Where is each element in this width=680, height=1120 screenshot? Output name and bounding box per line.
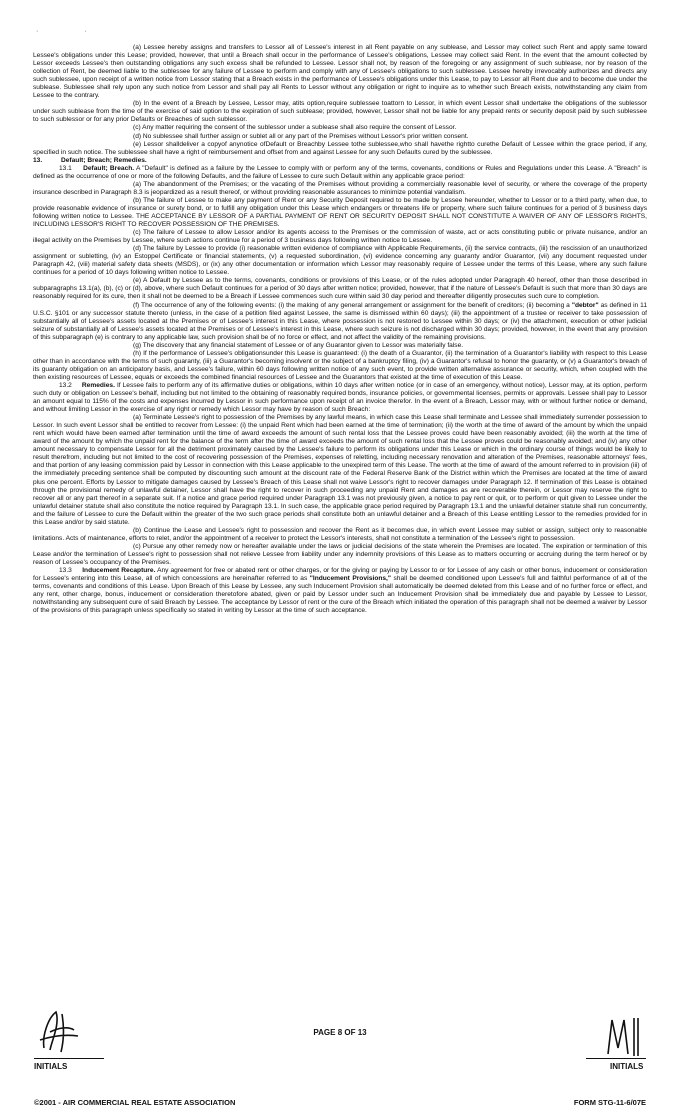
- paragraph-13-1-g: (g) The discovery that any financial statement of Lessee or of any Guarantor given to Lessor was materially false.: [133, 341, 464, 349]
- section-13-3-number: 13.3: [59, 567, 72, 575]
- section-13-1: [33, 165, 647, 181]
- section-13-2-title: Remedies.: [81, 381, 115, 389]
- section-13-3-lead: Any agreement for free or abated rent or other charges, or for the giving or paying by Lessor to or for Lessee of any cash or other bonus, inducement or consideration for Lessee's entering into this Lease, all of which concessions are hereinafter referred to as: [33, 567, 647, 583]
- page-footer: [0, 1006, 680, 1116]
- section-13-1-number: 13.1: [59, 164, 72, 172]
- paragraph-13-1-f-lead: (f) The occurrence of any of the following events: (i) the making of any general arrangement or assignment for the benefit of creditors; (ii) becoming a: [133, 301, 570, 309]
- lease-body: [33, 44, 647, 615]
- initials-label-left: INITIALS: [34, 1062, 68, 1071]
- paragraph-13-1-b: (b) The failure of Lessee to make any payment of Rent or any Security Deposit required to be made by Lessee hereunder, whether to Lessor or to a third party, when due, to provide reasonable evidence of insurance or surety bond, or to fulfill any obligation under this Lease which endangers or threatens life or property, where such failure continues for a period of 3 business days following written notice to Lessee. THE ACCEPTANCE BY LESSOR OF A PARTIAL PAYMENT OF RENT OR SECURITY DEPOSIT SHALL NOT CONSTITUTE A WAIVER OF ANY OF LESSOR'S RIGHTS, INCLUDING LESSOR'S RIGHT TO RECOVER POSSESSION OF THE PREMISES.: [33, 196, 647, 229]
- paragraph-sublease-b: (b) In the event of a Breach by Lessee, Lessor may, atits option,require sublessee toattorn to Lessor, in which event Lessor shall undertake the obligations of the sublessor under such sublease from the time of the exercise of said option to the expiration of such sublease; provided, however, Lessor shall not be liable for any prepaid rents or security deposit paid by such sublessee to such sublessor or for any prior Defaults or Breaches of such sublessor.: [33, 100, 647, 124]
- paragraph-13-1-e: (e) A Default by Lessee as to the terms, covenants, conditions or provisions of this Lease, or of the rules adopted under Paragraph 40 hereof, other than those described in subparagraphs 13.1(a), (b), (c) or (d), above, where such Default continues for a period of 30 days after written notice; provided, however, that if the nature of Lessee's Default is such that more than 30 days are reasonably required for its cure, then it shall not be deemed to be a Breach if Lessee commences such cure within said 30 day period and thereafter diligently prosecutes such cure to completion.: [33, 277, 647, 301]
- form-number: FORM STG-11-6/07E: [573, 1098, 646, 1107]
- paragraph-13-2-a: (a) Terminate Lessee's right to possession of the Premises by any lawful means, in which case this Lease shall terminate and Lessee shall immediately surrender possession to Lessor. In such event Lessor shall be entitled to recover from Lessee: (i) the unpaid Rent which had been earned at the time of termination; (ii) the worth at the time of award of the amount by which the unpaid rent which would have been earned after termination until the time of award exceeds the amount of such rental loss that the Lessee proves could have been reasonably avoided; (iii) the worth at the time of award of the amount by which the unpaid rent for the balance of the term after the time of award exceeds the amount of such rental loss that the Lessee proves could be reasonably avoided; and (iv) any other amount necessary to compensate Lessor for all the detriment proximately caused by the Lessee's failure to perform its obligations under this Lease or which in the ordinary course of things would be likely to result therefrom, including but not limited to the cost of recovering possession of the Premises, expenses of reletting, including necessary renovation and alteration of the Premises, reasonable attorneys' fees, and that portion of any leasing commission paid by Lessor in connection with this Lease applicable to the unexpired term of this Lease. The worth at the time of award of the amount referred to in provision (iii) of the immediately preceding sentence shall be computed by discounting such amount at the discount rate of the Federal Reserve Bank of the District within which the Premises are located at the time of award plus one percent. Efforts by Lessor to mitigate damages caused by Lessee's Breach of this Lease shall not waive Lessor's right to recover damages under Paragraph 12. If termination of this Lease is obtained through the provisional remedy of unlawful detainer, Lessor shall have the right to recover in such proceeding any unpaid Rent and damages as are recoverable therein, or Lessor may reserve the right to recover all or any part thereof in a separate suit. If a notice and grace period required under Paragraph 13.1 was not previously given, a notice to pay rent or quit, or to perform or quit given to Lessee under the unlawful detainer statute shall also constitute the notice required by Paragraph 13.1. In such case, the applicable grace period required by Paragraph 13.1 and the unlawful detainer statute shall run concurrently, and the failure of Lessee to cure the Default within the greater of the two such grace periods shall constitute both an unlawful detainer and a Breach of this Lease entitling Lessor to the remedies provided for in this Lease and/or by said statute.: [33, 414, 647, 526]
- paragraph-13-1-f: [33, 302, 647, 342]
- paragraph-13-1-a: (a) The abandonment of the Premises; or the vacating of the Premises without providing a commercially reasonable level of security, or where the coverage of the property insurance described in Paragraph 8.3 is jeopardized as a result thereof, or without providing reasonable assurances to minimize potential vandalism.: [33, 180, 647, 196]
- paragraph-13-2-c: (c) Pursue any other remedy now or hereafter available under the laws or judicial decisions of the state wherein the Premises are located. The expiration or termination of this Lease and/or the termination of Lessee's right to possession shall not relieve Lessee from liability under any indemnity provisions of this Lease as to matters occurring or accruing during the term hereof or by reason of Lessee's occupancy of the Premises.: [33, 542, 647, 566]
- paragraph-13-2-b: (b) Continue the Lease and Lessee's right to possession and recover the Rent as it becomes due, in which event Lessee may sublet or assign, subject only to reasonable limitations. Acts of maintenance, efforts to relet, and/or the appointment of a receiver to protect the Lessor's interests, shall not constitute a termination of the Lessee's right to possession.: [33, 526, 647, 542]
- section-13-3: [33, 567, 647, 615]
- paragraph-sublease-c: (c) Any matter requiring the consent of the sublessor under a sublease shall also require the consent of Lessor.: [133, 124, 457, 132]
- copyright-notice: ©2001 - AIR COMMERCIAL REAL ESTATE ASSOCIATION: [34, 1098, 236, 1107]
- section-13-1-text: A "Default" is defined as a failure by the Lessee to comply with or perform any of the terms, covenants, conditions or Rules and Regulations under this Lease. A "Breach" is defined as the occurrence of one or more of the following Defaults, and the failure of Lessee to cure such Default within any applicable grace period:: [33, 164, 647, 180]
- initials-line-left: [34, 1058, 104, 1059]
- section-13-heading: [33, 157, 647, 165]
- section-13-2: [33, 382, 647, 414]
- paragraph-13-1-f-rest: as defined in 11 U.S.C. §101 or any successor statute thereto (unless, in the case of a petition filed against Lessee, the same is dismissed within 60 days); (iii) the appointment of a trustee or receiver to take possession of substantially all of Lessee's assets located at the Premises or of Lessee's interest in this Lease, where possession is not restored to Lessee within 30 days; or (iv) the attachment, execution or other judicial seizure of substantially all of Lessee's assets located at the Premises or of Lessee's interest in this Lease, where such seizure is not discharged within 30 days; provided, however, in the event that any provision of this subparagraph (e) is contrary to any applicable law, such provision shall be of no force or effect, and not affect the validity of the remaining provisions.: [33, 301, 647, 341]
- initials-label-right: INITIALS: [610, 1062, 644, 1071]
- term-debtor: "debtor": [571, 301, 599, 309]
- section-13-title: Default; Breach; Remedies.: [61, 156, 147, 164]
- paragraph-13-1-c: (c) The failure of Lessee to allow Lessor and/or its agents access to the Premises or the commission of waste, act or acts constituting public or private nuisance, and/or an illegal activity on the Premises by Lessee, where such actions continue for a period of 3 business days following written notice to Lessee.: [33, 229, 647, 245]
- section-13-1-title: Default; Breach.: [83, 164, 135, 172]
- section-13-2-number: 13.2: [59, 381, 72, 389]
- section-13-3-title: Inducement Recapture.: [82, 567, 156, 575]
- paragraph-13-1-h: (h) If the performance of Lessee's obligationsunder this Lease is guaranteed: (i) the death of a Guarantor, (ii) the termination of a Guarantor's liability with respect to this Lease other than in accordance with the terms of such guaranty, (iii) a Guarantor's becoming insolvent or the subject of a bankruptcy filing, (iv) a Guarantor's refusal to honor the guaranty, or (v) a Guarantor's breach of its guaranty obligation on an anticipatory basis, and Lessee's failure, within 60 days following written notice of any such event, to provide written alternative assurance or security, which, when coupled with the then existing resources of Lessee, equals or exceeds the combined financial resources of Lessee and the Guarantors that existed at the time of execution of this Lease.: [33, 349, 647, 381]
- section-13-number: 13.: [33, 156, 43, 164]
- paragraph-sublease-a: (a) Lessee hereby assigns and transfers to Lessor all of Lessee's interest in all Rent payable on any sublease, and Lessor may collect such Rent and apply same toward Lessee's obligations under this Lease; provided, however, that until a Breach shall occur in the performance of Lessee's obligations, Lessee may collect said Rent. In the event that the amount collected by Lessor exceeds Lessee's then outstanding obligations any such excess shall be refunded to Lessee. Lessor shall not, by reason of the foregoing or any assignment of such sublease, nor by reason of the collection of Rent, be deemed liable to the sublessee for any failure of Lessee to perform and comply with any of Lessee's obligations to such sublessee. Lessee hereby irrevocably authorizes and directs any such sublessee, upon receipt of a written notice from Lessor stating that a Breach exists in the performance of Lessee's obligations under this Lease, to pay to Lessor all Rent due and to become due under the sublease. Sublessee shall rely upon any such notice from Lessor and shall pay all Rents to Lessor without any obligation or right to inquire as to whether such Breach exists, notwithstanding any claim from Lessee to the contrary.: [33, 44, 647, 100]
- paragraph-13-1-d: (d) The failure by Lessee to provide (i) reasonable written evidence of compliance with Applicable Requirements, (ii) the service contracts, (iii) the rescission of an unauthorized assignment or subletting, (iv) an Estoppel Certificate or financial statements, (v) a requested subordination, (vi) evidence concerning any guaranty and/or Guarantor, (vii) any document requested under Paragraph 42, (viii) material safety data sheets (MSDS), or (ix) any other documentation or information which Lessor may reasonably require of Lessee under the terms of this Lease, where any such failure continues for a period of 10 days following written notice to Lessee.: [33, 245, 647, 277]
- initials-line-right: [586, 1058, 646, 1059]
- section-13-2-text: If Lessee fails to perform any of its affirmative duties or obligations, within 10 days after written notice (or in case of an emergency, without notice), Lessor may, at its option, perform such duty or obligation on Lessee's behalf, including but not limited to the obtaining of reasonably required bonds, insurance policies, or governmental licenses, permits or approvals. Lessee shall pay to Lessor an amount equal to 115% of the costs and expenses incurred by Lessor in such performance upon receipt of an invoice therefor. In the event of a Breach, Lessor may, with or without further notice or demand, and without limiting Lessor in the exercise of any right or remedy which Lessor may have by reason of such Breach:: [33, 381, 647, 414]
- term-inducement-provisions: "Inducement Provisions,": [309, 575, 392, 583]
- punch-marks: · ·: [36, 28, 109, 35]
- paragraph-sublease-d: (d) No sublessee shall further assign or sublet all or any part of the Premises without Lessor's prior written consent.: [133, 132, 469, 140]
- page-number: PAGE 8 OF 13: [313, 1028, 367, 1037]
- paragraph-sublease-e: (e) Lessor shalldeliver a copyof anynotice ofDefault or Breachby Lessee tothe sublessee,who shall havethe rightto curethe Default of Lessee within the grace period, if any, specified in such notice. The sublessee shall have a right of reimbursement and offset from and against Lessee for any such Defaults cured by the sublessee.: [33, 140, 647, 156]
- section-13-3-rest: shall be deemed conditioned upon Lessee's full and faithful performance of all of the terms, covenants and conditions of this Lease. Upon Breach of this Lease by Lessee, any such Inducement Provision shall automatically be deemed deleted from this Lease and of no further force or effect, and any rent, other charge, bonus, inducement or consideration theretofore abated, given or paid by Lessor under such an Inducement Provision shall be immediately due and payable by Lessee to Lessor, notwithstanding any subsequent cure of said Breach by Lessee. The acceptance by Lessor of rent or the cure of the Breach which initiated the operation of this paragraph shall not be deemed a waiver by Lessor of the provisions of this paragraph unless specifically so stated in writing by Lessor at the time of such acceptance.: [33, 575, 647, 615]
